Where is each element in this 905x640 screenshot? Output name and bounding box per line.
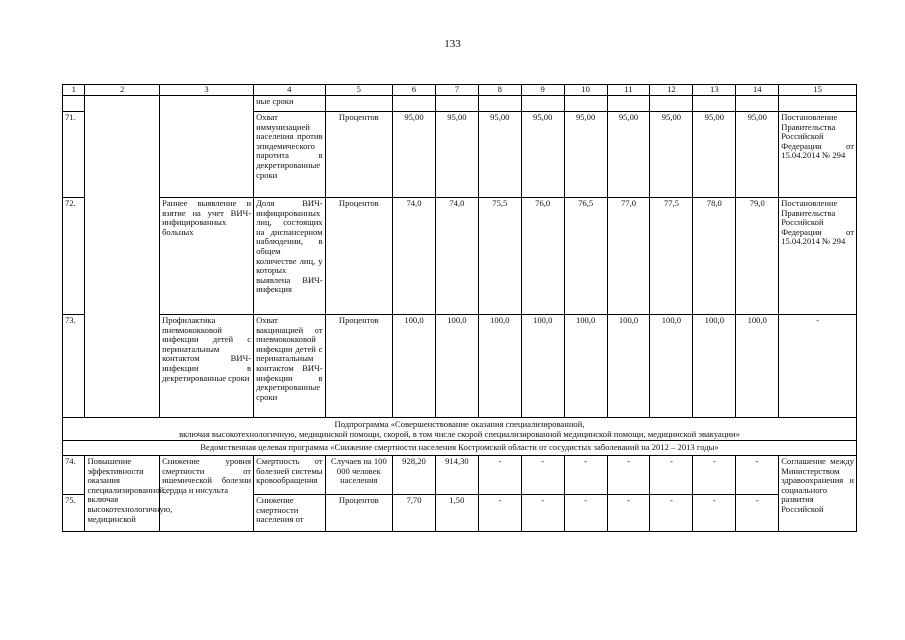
header-cell: 5 — [325, 85, 392, 96]
header-cell: 11 — [607, 85, 650, 96]
table-row — [63, 198, 857, 315]
value-cell: 95,00 — [521, 112, 564, 198]
task-cell: Снижение уровня смертности от ишемической болезни сердца и инсульта — [160, 456, 254, 532]
header-cell: 10 — [564, 85, 607, 96]
header-cell: 1 — [63, 85, 85, 96]
header-cell: 4 — [254, 85, 326, 96]
value-cell: 74,0 — [393, 198, 436, 315]
value-cell: - — [693, 495, 736, 532]
value-cell: - — [650, 495, 693, 532]
value-cell: - — [564, 495, 607, 532]
value-cell: 7,70 — [393, 495, 436, 532]
unit-cell: Процентов — [325, 495, 392, 532]
header-cell: 13 — [693, 85, 736, 96]
task-cell: Профилактика пневмококковой инфекции детей с перинатальным контактом ВИЧ-инфекции в декретированные сроки — [160, 315, 254, 418]
value-cell: - — [607, 456, 650, 495]
value-cell: - — [650, 456, 693, 495]
value-cell: 75,5 — [478, 198, 521, 315]
value-cell: 100,0 — [564, 315, 607, 418]
value-cell: - — [736, 456, 779, 495]
value-cell: 95,00 — [736, 112, 779, 198]
unit-cell: Процентов — [325, 315, 392, 418]
table-row — [63, 315, 857, 418]
value-cell: 76,5 — [564, 198, 607, 315]
header-cell: 2 — [85, 85, 160, 96]
table-row — [63, 96, 857, 112]
value-cell: 100,0 — [393, 315, 436, 418]
page-number: 133 — [444, 38, 461, 50]
table-row — [63, 456, 857, 495]
value-cell: - — [521, 456, 564, 495]
value-cell: - — [693, 456, 736, 495]
indicators-table — [62, 84, 857, 532]
indicator-cell: Доля ВИЧ-инфицированных лиц, состоящих на диспансерном наблюдении, в общем количестве лиц, у которых выявлена ВИЧ-инфекция — [254, 198, 326, 315]
value-cell: - — [564, 456, 607, 495]
value-cell: 77,5 — [650, 198, 693, 315]
value-cell: 95,00 — [650, 112, 693, 198]
subprogram-line-1: Подпрограмма «Совершенствование оказания специализированной, — [334, 419, 585, 429]
value-cell: 100,0 — [521, 315, 564, 418]
indicator-cell: ные сроки — [254, 96, 326, 112]
header-cell: 3 — [160, 85, 254, 96]
table-row — [63, 112, 857, 198]
value-cell: 95,00 — [435, 112, 478, 198]
header-cell: 6 — [393, 85, 436, 96]
subprogram-line-2: включая высокотехнологичную, медицинской помощи, скорой, в том числе скорой специализированной медицинской помощи, медицинской эвакуации» — [179, 429, 740, 439]
header-cell: 12 — [650, 85, 693, 96]
header-cell: 15 — [779, 85, 857, 96]
basis-cell: Соглашение между Министерством здравоохранения и социального развития Российской — [779, 456, 857, 532]
unit-cell: Случаев на 100 000 человек населения — [325, 456, 392, 495]
value-cell: 1,50 — [435, 495, 478, 532]
task-cell — [160, 112, 254, 198]
unit-cell: Процентов — [325, 112, 392, 198]
row-number: 72. — [63, 198, 85, 315]
value-cell: 78,0 — [693, 198, 736, 315]
value-cell: - — [521, 495, 564, 532]
header-cell: 9 — [521, 85, 564, 96]
target-program-title: Ведомственная целевая программа «Снижение смертности населения Костромской области от сосудистых заболеваний на 2012 – 2013 годы» — [63, 441, 857, 456]
header-cell: 14 — [736, 85, 779, 96]
target-program-row — [63, 441, 857, 456]
value-cell: 914,30 — [435, 456, 478, 495]
indicator-cell: Смертность от болезней системы кровообращения — [254, 456, 326, 495]
row-number: 73. — [63, 315, 85, 418]
value-cell: 100,0 — [607, 315, 650, 418]
task-cell: Раннее выявление и взятие на учет ВИЧ-инфицированных больных — [160, 198, 254, 315]
value-cell: - — [478, 456, 521, 495]
value-cell: 95,00 — [393, 112, 436, 198]
value-cell: 95,00 — [693, 112, 736, 198]
value-cell: 100,0 — [650, 315, 693, 418]
goal-cell — [85, 96, 160, 418]
subprogram-row — [63, 418, 857, 441]
value-cell: 95,00 — [607, 112, 650, 198]
basis-cell: Постановление Правительства Российской Федерации от 15.04.2014 № 294 — [779, 112, 857, 198]
row-number: 75. — [63, 495, 85, 532]
value-cell: 100,0 — [693, 315, 736, 418]
value-cell: 100,0 — [435, 315, 478, 418]
subprogram-title — [63, 418, 857, 441]
indicator-cell: Охват вакцинацией от пневмококковой инфекции детей с перинатальным контактом ВИЧ-инфекции в декретированные сроки — [254, 315, 326, 418]
value-cell: 77,0 — [607, 198, 650, 315]
unit-cell: Процентов — [325, 198, 392, 315]
value-cell: - — [736, 495, 779, 532]
value-cell: 100,0 — [736, 315, 779, 418]
value-cell: 95,00 — [564, 112, 607, 198]
basis-cell: Постановление Правительства Российской Федерации от 15.04.2014 № 294 — [779, 198, 857, 315]
row-number: 71. — [63, 112, 85, 198]
header-cell: 8 — [478, 85, 521, 96]
value-cell: 100,0 — [478, 315, 521, 418]
value-cell: 74,0 — [435, 198, 478, 315]
header-row — [63, 85, 857, 96]
value-cell: 95,00 — [478, 112, 521, 198]
indicator-cell: Охват иммунизацией населения против эпидемического паротита в декретированные сроки — [254, 112, 326, 198]
basis-cell: - — [779, 315, 857, 418]
header-cell: 7 — [435, 85, 478, 96]
value-cell: - — [478, 495, 521, 532]
row-number: 74. — [63, 456, 85, 495]
value-cell: 79,0 — [736, 198, 779, 315]
value-cell: 76,0 — [521, 198, 564, 315]
goal-cell: Повышение эффективности оказания специализированной, включая высокотехнологичную, медицинской — [85, 456, 160, 532]
indicator-cell: Снижение смертности населения от — [254, 495, 326, 532]
value-cell: - — [607, 495, 650, 532]
value-cell: 928,20 — [393, 456, 436, 495]
